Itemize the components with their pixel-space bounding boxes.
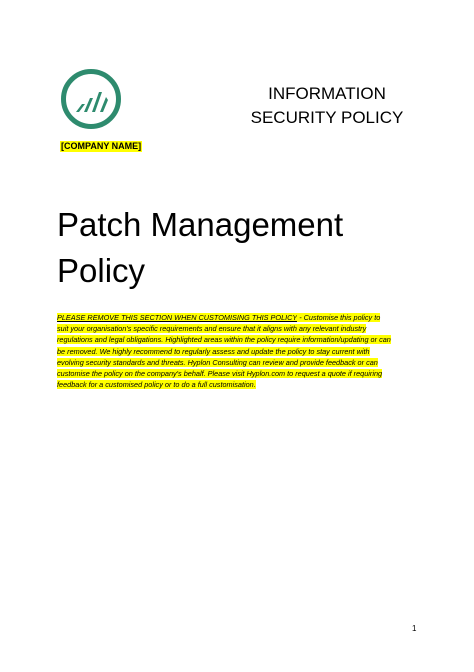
document-title (57, 202, 437, 294)
company-logo-icon (60, 68, 122, 130)
document-title-line2: Policy (57, 252, 146, 289)
notice-body: - Customise this policy to suit your organisation's specific requirements and ensure that it aligns with any relevant industry regulations and legal obligations. Highlighted areas within the policy require information/updating or can be removed. We highly recommend to regularly assess and update the policy to stay current with evolving security standards and threats. Hyplon Consulting can review and provide feedback or can customise the policy on the company's behalf. Please visit Hyplon.com to request a quote if requiring feedback for a customised policy or to do a full customisation. (57, 313, 391, 390)
customisation-notice (57, 312, 391, 390)
page-number: 1 (412, 624, 417, 633)
header-title-line2: SECURITY POLICY (250, 108, 404, 127)
document-title-line1: Patch Management (57, 206, 344, 243)
header-title (232, 82, 422, 130)
notice-lead: PLEASE REMOVE THIS SECTION WHEN CUSTOMISING THIS POLICY (57, 313, 298, 322)
company-name-placeholder: [COMPANY NAME] (61, 141, 142, 151)
header-title-line1: INFORMATION (268, 84, 386, 103)
